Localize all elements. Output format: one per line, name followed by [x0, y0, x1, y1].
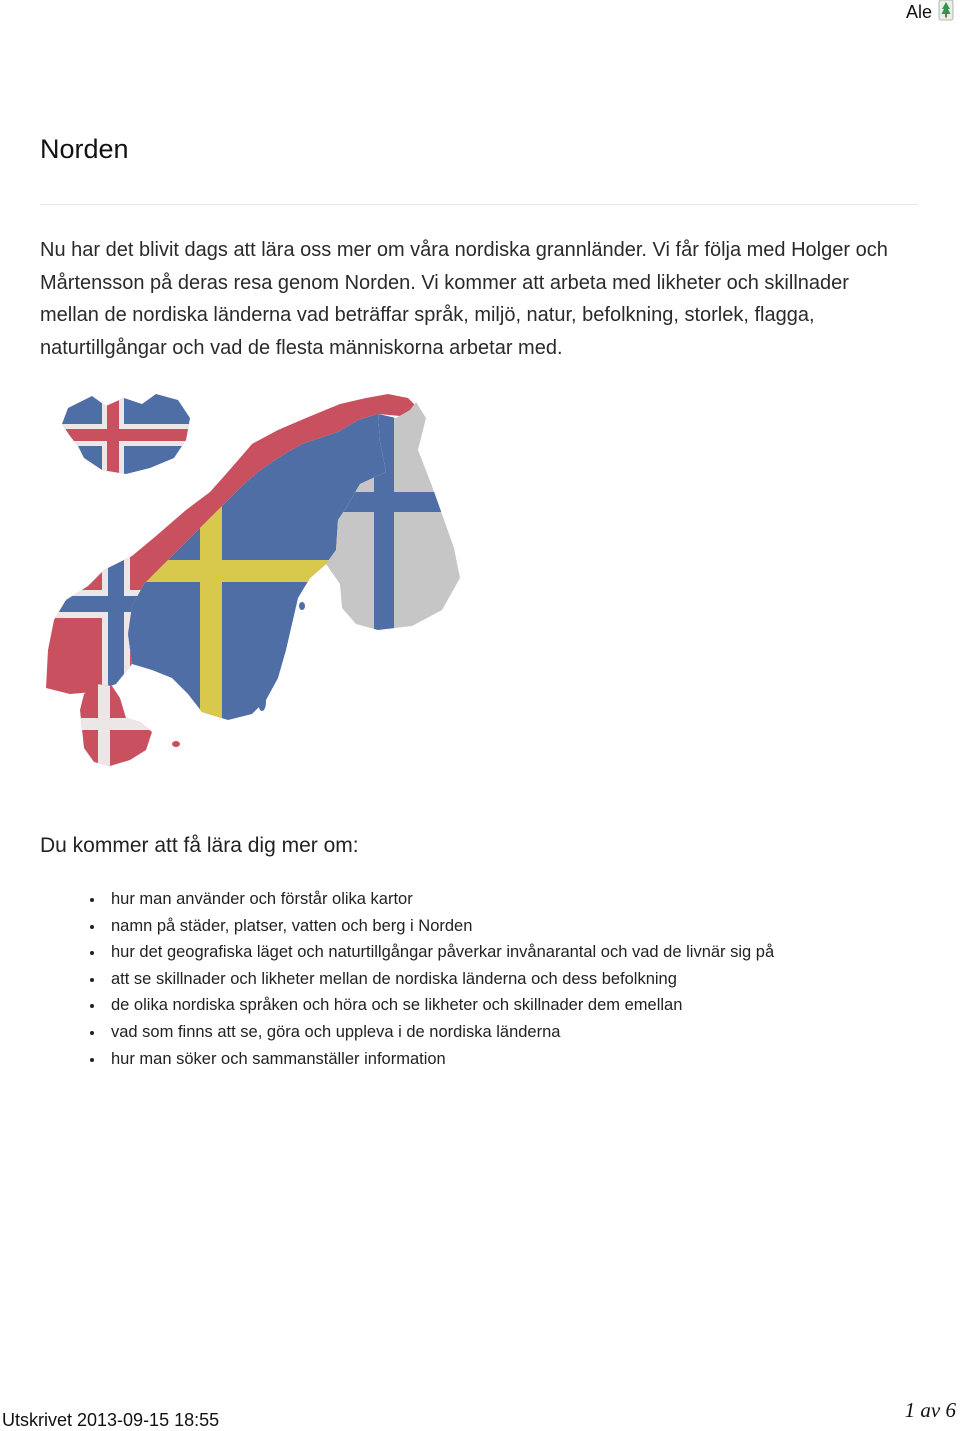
tree-logo-icon: [938, 0, 954, 26]
page-title: Norden: [40, 134, 129, 164]
list-item: namn på städer, platser, vatten och berg i Norden: [86, 913, 774, 940]
list-item: hur man söker och sammanställer information: [86, 1046, 774, 1073]
iceland-flag-region: [40, 388, 200, 488]
nordic-flag-map: [40, 388, 465, 773]
learn-heading: Du kommer att få lära dig mer om:: [40, 834, 359, 857]
learn-list: [86, 886, 774, 1072]
site-brand: [906, 0, 954, 24]
bornholm-island: [172, 741, 180, 747]
list-item: hur det geografiska läget och naturtillgångar påverkar invånarantal och vad de livnär sig på: [86, 939, 774, 966]
printed-timestamp: Utskrivet 2013-09-15 18:55: [2, 1410, 220, 1430]
brand-name: Ale: [905, 1, 932, 22]
intro-paragraph: Nu har det blivit dags att lära oss mer om våra nordiska grannländer. Vi får följa med Holger och Mårtensson på deras resa genom Norden. Vi kommer att arbeta med likheter och skillnader mellan de nordiska länderna vad beträffar språk, miljö, natur, befolkning, storlek, flagga, naturtillgångar och vad de flesta människorna arbetar med.: [40, 239, 888, 359]
title-divider: [40, 204, 918, 205]
list-item: att se skillnader och likheter mellan de nordiska länderna och dess befolkning: [86, 966, 774, 993]
aland-island: [299, 602, 305, 610]
list-item: hur man använder och förstår olika kartor: [86, 886, 774, 913]
list-item: vad som finns att se, göra och uppleva i de nordiska länderna: [86, 1019, 774, 1046]
page-number: 1 av 6: [904, 1398, 956, 1422]
list-item: de olika nordiska språken och höra och se likheter och skillnader dem emellan: [86, 992, 774, 1019]
gotland-island: [258, 693, 266, 711]
